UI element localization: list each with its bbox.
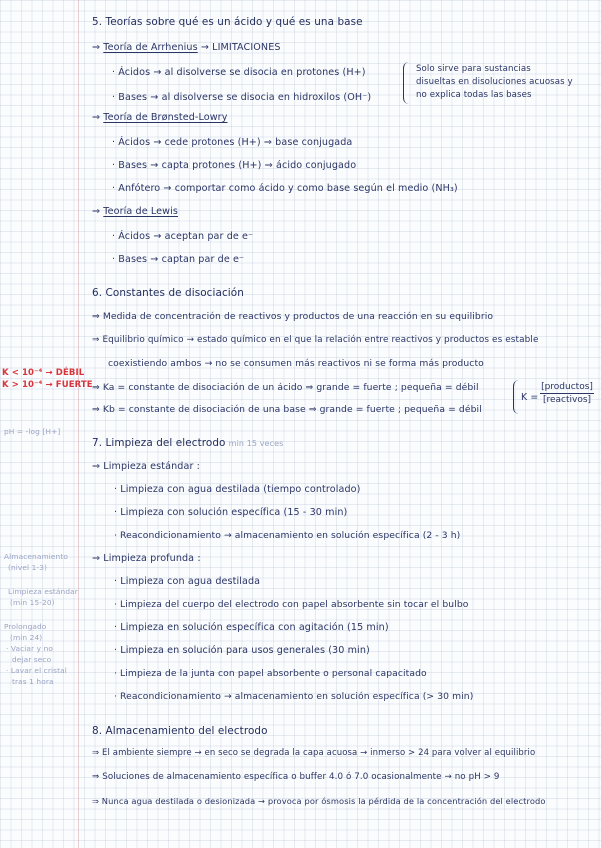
std-cleaning-title: ⇒ Limpieza estándar :	[92, 461, 200, 472]
margin-note-10: tras 1 hora	[12, 677, 54, 686]
s6-line-4: ⇒ Ka = constante de disociación de un ácido ⇒ grande = fuerte ; pequeña = débil	[92, 382, 479, 393]
margin-note-6: (min 24)	[10, 633, 43, 642]
note-brace	[403, 62, 410, 104]
margin-note-1: Almacenamiento	[4, 552, 68, 561]
bronsted-bases: · Bases → capta protones (H+) ⇒ ácido conjugado	[112, 160, 357, 171]
arrhenius-heading: ⇒ Teoría de Arrhenius → LIMITACIONES	[92, 42, 281, 53]
arrhenius-title: Teoría de Arrhenius	[103, 42, 198, 53]
k-brace	[513, 380, 519, 414]
section-7-heading	[92, 437, 283, 449]
margin-line	[78, 0, 79, 848]
k-fraction	[540, 382, 594, 405]
s8-line-3: ⇒ Nunca agua destilada o desionizada → provoca por ósmosis la pérdida de la concentración del electrodo	[92, 796, 546, 806]
s6-line-1: ⇒ Medida de concentración de reactivos y productos de una reacción en su equilibrio	[92, 311, 494, 322]
margin-note-5: Prolongado	[4, 622, 47, 631]
deep-cleaning-5: · Limpieza de la junta con papel absorbente o personal capacitado	[114, 668, 427, 679]
std-cleaning-3: · Reacondicionamiento → almacenamiento en solución específica (2 - 3 h)	[114, 530, 461, 541]
margin-note-8: dejar seco	[12, 655, 52, 664]
section-7-note: min 15 veces	[228, 439, 284, 448]
k-label: K =	[521, 392, 539, 403]
arrhenius-note-2: disueltas en disoluciones acuosas y	[416, 77, 573, 87]
margin-note-9: · Lavar el cristal	[6, 666, 67, 675]
k-numerator: [productos]	[541, 382, 593, 392]
lewis-title: Teoría de Lewis	[103, 206, 178, 217]
arrhenius-suffix: → LIMITACIONES	[200, 42, 281, 53]
deep-cleaning-1: · Limpieza con agua destilada	[114, 576, 261, 587]
arrhenius-note-1: Solo sirve para sustancias	[416, 64, 531, 74]
s6-line-5: ⇒ Kb = constante de disociación de una base ⇒ grande = fuerte ; pequeña = débil	[92, 404, 482, 415]
lewis-heading: ⇒ Teoría de Lewis	[92, 206, 178, 217]
s6-line-2: ⇒ Equilibrio químico → estado químico en el que la relación entre reactivos y productos es estable	[92, 335, 539, 345]
lewis-bases: · Bases → captan par de e⁻	[112, 254, 245, 265]
deep-cleaning-6: · Reacondicionamiento → almacenamiento en solución específica (> 30 min)	[114, 691, 474, 702]
arrhenius-note-3: no explica todas las bases	[416, 90, 532, 100]
bronsted-heading: ⇒ Teoría de Brønsted-Lowry	[92, 112, 228, 123]
margin-note-7: · Vaciar y no	[6, 644, 53, 653]
bronsted-title: Teoría de Brønsted-Lowry	[103, 112, 228, 123]
deep-cleaning-2: · Limpieza del cuerpo del electrodo con papel absorbente sin tocar el bulbo	[114, 599, 469, 610]
s8-line-1: ⇒ El ambiente siempre → en seco se degrada la capa acuosa → inmerso > 24 para volver al equilibrio	[92, 748, 536, 758]
deep-cleaning-title: ⇒ Limpieza profunda :	[92, 553, 201, 564]
bronsted-acids: · Ácidos → cede protones (H+) ⇒ base conjugada	[112, 137, 353, 148]
k-denominator: [reactivos]	[542, 395, 592, 405]
std-cleaning-1: · Limpieza con agua destilada (tiempo controlado)	[114, 484, 361, 495]
margin-note-2: (nivel 1-3)	[8, 563, 47, 572]
section-5-title: 5. Teorías sobre qué es un ácido y qué es una base	[92, 16, 363, 28]
deep-cleaning-3: · Limpieza en solución específica con agitación (15 min)	[114, 622, 389, 633]
margin-strong: K > 10⁻⁴ → FUERTE	[2, 380, 93, 390]
margin-ph: pH = -log [H+]	[4, 427, 61, 436]
section-6-title: 6. Constantes de disociación	[92, 287, 244, 299]
section-8-title: 8. Almacenamiento del electrodo	[92, 725, 268, 737]
margin-note-4: (min 15-20)	[10, 598, 55, 607]
margin-weak: K < 10⁻⁴ → DÉBIL	[2, 368, 85, 378]
deep-cleaning-4: · Limpieza en solución para usos generales (30 min)	[114, 645, 370, 656]
std-cleaning-2: · Limpieza con solución específica (15 - 30 min)	[114, 507, 348, 518]
s6-line-3: coexistiendo ambos → no se consumen más reactivos ni se forma más producto	[108, 358, 484, 369]
s8-line-2: ⇒ Soluciones de almacenamiento específica o buffer 4.0 ó 7.0 ocasionalmente → no pH > 9	[92, 772, 500, 782]
arrhenius-acids: · Ácidos → al disolverse se disocia en protones (H+)	[112, 67, 366, 78]
arrhenius-bases: · Bases → al disolverse se disocia en hidroxilos (OH⁻)	[112, 92, 372, 103]
bronsted-amphoteric: · Anfótero → comportar como ácido y como base según el medio (NH₃)	[112, 183, 458, 194]
section-7-title: 7. Limpieza del electrodo	[92, 437, 226, 449]
lewis-acids: · Ácidos → aceptan par de e⁻	[112, 231, 254, 242]
margin-note-3: Limpieza estándar	[8, 587, 78, 596]
